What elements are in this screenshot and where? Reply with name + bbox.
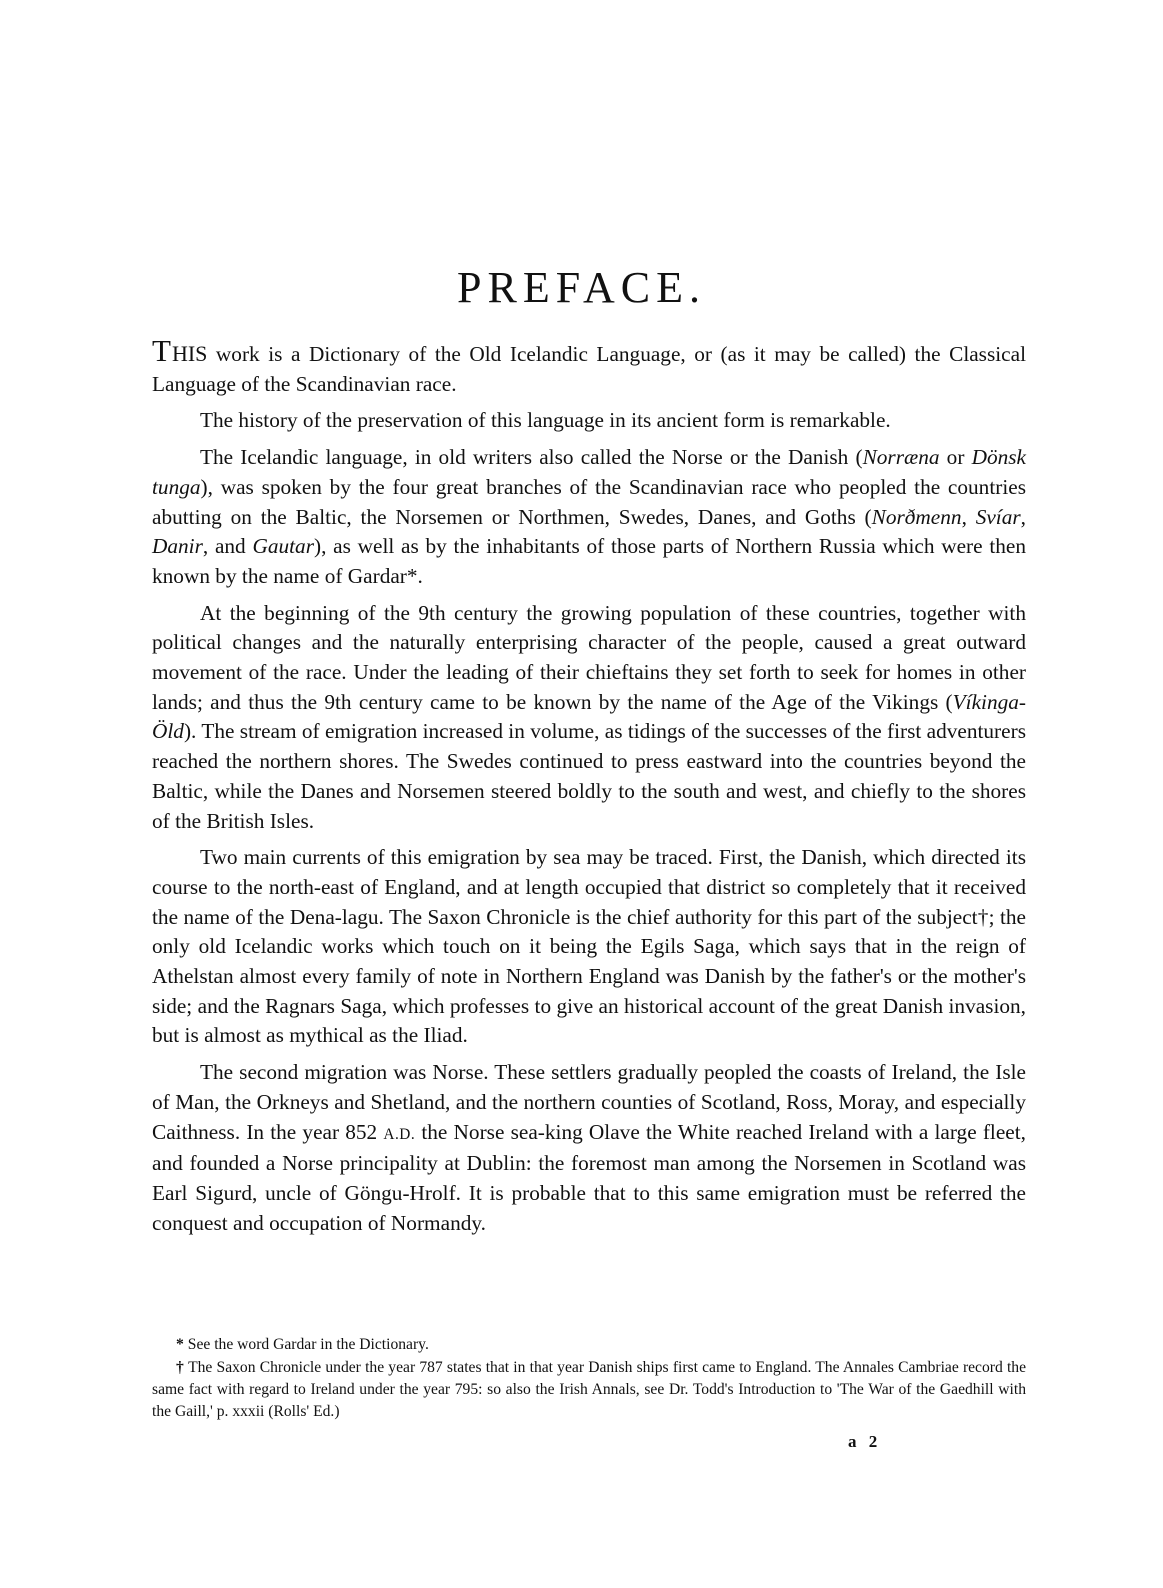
footnote-text: See the word Gardar in the Dictionary.: [187, 1336, 429, 1353]
italic-term: Danir: [152, 534, 203, 559]
body-text: [152, 333, 1027, 1245]
page-title: PREFACE.: [457, 263, 706, 312]
italic-term: Norræna: [862, 445, 940, 470]
paragraph-5: Two main currents of this emigration by sea may be traced. First, the Danish, which directed its course to the north-east of England, and at length occupied that district so completely that it received the name of the Dena-lagu. The Saxon Chronicle is the chief authority for this part of the subject†; the only old Icelandic works which touch on it being the Egils Saga, which says that in the reign of Athelstan almost every family of note in Northern England was Danish by the father's or the mother's side; and the Ragnars Saga, which professes to give an historical account of the great Danish invasion, but is almost as mythical as the Iliad.: [152, 845, 1026, 1048]
italic-term: Svíar: [975, 504, 1021, 529]
text-run: or: [939, 445, 972, 470]
text-run: ), as well as by the inhabitants of those parts of Northern Russia which were then known by the name of Gardar*.: [152, 534, 1026, 588]
italic-term: Víkinga-Öld: [152, 689, 1026, 744]
text-run: ,: [961, 504, 976, 529]
italic-term: Gautar: [252, 534, 314, 559]
footnote-2: [152, 1357, 1026, 1423]
text-run: The Icelandic language, in old writers also called the Norse or the Danish (: [200, 445, 863, 470]
paragraph-1-text: work is a Dictionary of the Old Icelandic Language, or (as it may be called) the Classical Language of the Scandinavian race.: [152, 342, 1026, 396]
footnotes: [152, 1334, 1026, 1424]
text-run: ). The stream of emigration increased in volume, as tidings of the successes of the first adventurers reached the northern shores. The Swedes continued to press eastward into the countries beyond the Baltic, while the Danes and Norsemen steered boldly to the south and west, and chiefly to the shores of the British Isles.: [152, 719, 1026, 833]
footnote-marker: *: [176, 1336, 184, 1353]
footnote-1: [152, 1334, 1026, 1356]
paragraph-1: [152, 333, 1026, 399]
paragraph-6: [152, 1058, 1026, 1238]
footnote-marker: †: [176, 1359, 185, 1376]
text-run: the Norse sea-king Olave the White reached Ireland with a large fleet, and founded a Norse principality at Dublin: the foremost man among the Norsemen in Scotland was Earl Sigurd, uncle of Göngu-Hrolf. It is probable that to this same emigration must be referred the conquest and occupation of Normandy.: [152, 1119, 1026, 1235]
footnote-text: The Saxon Chronicle under the year 787 states that in that year Danish ships first came to England. The Annales Cambriae record the same fact with regard to Ireland under the year 795: so also the Irish Annals, see Dr. Todd's Introduction to 'The War of the Gaedhill with the Gaill,' p. xxxii (Rolls' Ed.): [152, 1359, 1027, 1420]
italic-term: Norðmenn: [871, 504, 962, 529]
smallcaps-lead: HIS: [171, 341, 208, 366]
small-caps-era: A.D.: [383, 1125, 416, 1143]
paragraph-3: [152, 443, 1026, 592]
drop-cap: T: [152, 333, 172, 368]
paragraph-4: [152, 599, 1026, 837]
text-run: ,: [1020, 504, 1026, 529]
text-run: At the beginning of the 9th century the growing population of these countries, together with political changes and the naturally enterprising character of the people, caused a great outward movement of the race. Under the leading of their chieftains they set forth to seek for homes in other lands; and thus the 9th century came to be known by the name of the Age of the Vikings (: [152, 600, 1026, 714]
italic-term: Dönsk tunga: [152, 445, 1027, 499]
text-run: The second migration was Norse. These settlers gradually peopled the coasts of Ireland, the Isle of Man, the Orkneys and Shetland, and the northern counties of Scotland, Ross, Moray, and especially Caithness. In the year 852: [152, 1060, 1026, 1144]
text-run: ), was spoken by the four great branches of the Scandinavian race who peopled the countries abutting on the Baltic, the Norsemen or Northmen, Swedes, Danes, and Goths (: [152, 474, 1026, 529]
signature-mark: a 2: [848, 1432, 882, 1451]
text-run: , and: [202, 534, 253, 559]
paragraph-2: The history of the preservation of this language in its ancient form is remarkable.: [200, 408, 891, 433]
